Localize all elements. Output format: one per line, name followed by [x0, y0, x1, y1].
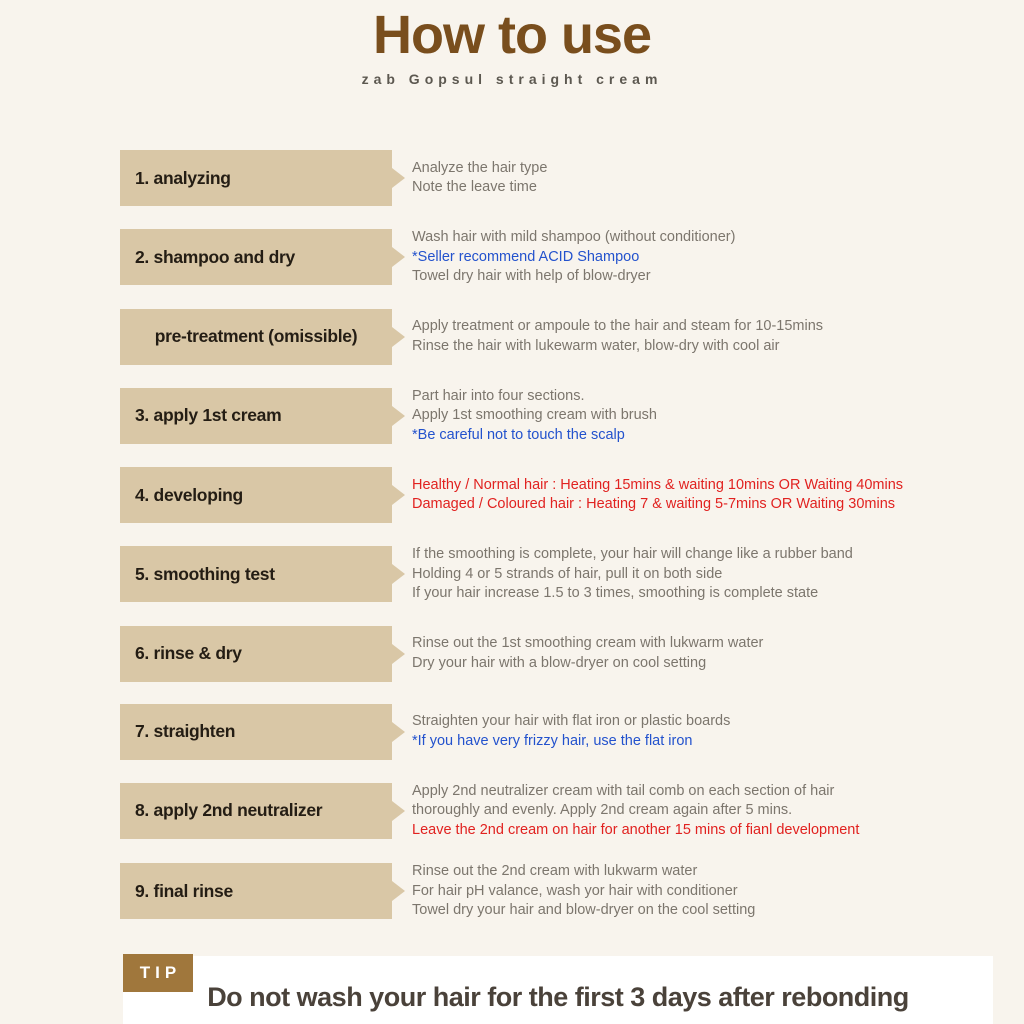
tip-banner — [123, 956, 993, 1024]
step-label-text: 8. apply 2nd neutralizer — [135, 800, 323, 821]
step-row — [120, 228, 1024, 287]
step-description-line: Note the leave time — [412, 179, 537, 195]
step-description-line: If the smoothing is complete, your hair will change like a rubber band — [412, 546, 853, 562]
step-description-line: For hair pH valance, wash yor hair with conditioner — [412, 882, 738, 899]
arrow-right-icon — [392, 406, 405, 426]
step-description-line: *If you have very frizzy hair, use the flat iron — [412, 732, 693, 749]
step-description-line: Rinse out the 1st smoothing cream with lukwarm water — [412, 635, 764, 651]
steps-list — [120, 150, 1024, 943]
page-title: How to use — [372, 5, 651, 65]
arrow-right-icon — [392, 722, 405, 742]
step-description-line: Healthy / Normal hair : Heating 15mins & waiting 10mins OR Waiting 40mins — [412, 476, 904, 493]
step-description-line: Straighten your hair with flat iron or plastic boards — [412, 713, 731, 729]
step-label-text: 3. apply 1st cream — [135, 405, 282, 426]
step-description-line: Part hair into four sections. — [412, 387, 585, 404]
step-description-line: thoroughly and evenly. Apply 2nd cream again after 5 mins. — [412, 802, 793, 818]
tip-badge: TIP — [123, 954, 193, 992]
step-label-text: 2. shampoo and dry — [135, 246, 295, 267]
step-label — [120, 150, 392, 206]
arrow-right-icon — [392, 564, 405, 584]
step-description-line: Wash hair with mild shampoo (without conditioner) — [412, 229, 736, 245]
step-description-line: Apply 2nd neutralizer cream with tail comb on each section of hair — [412, 782, 835, 799]
step-description-line: *Seller recommend ACID Shampoo — [412, 248, 640, 265]
step-row — [120, 704, 1024, 760]
step-description-line: Holding 4 or 5 strands of hair, pull it on both side — [412, 565, 723, 582]
step-description-line: Apply treatment or ampoule to the hair and steam for 10-15mins — [412, 318, 824, 334]
step-label-text: 9. final rinse — [135, 880, 233, 901]
step-label-text: 4. developing — [135, 484, 243, 505]
step-label — [120, 783, 392, 839]
step-label-text: 6. rinse & dry — [135, 643, 242, 663]
arrow-right-icon — [392, 485, 405, 505]
step-description-line: Towel dry hair with help of blow-dryer — [412, 268, 651, 284]
step-row — [120, 467, 1024, 523]
step-row — [120, 387, 1024, 446]
step-description-line: Apply 1st smoothing cream with brush — [412, 407, 657, 423]
step-row — [120, 862, 1024, 921]
arrow-right-icon — [392, 247, 405, 267]
step-description — [412, 862, 755, 921]
step-description — [412, 782, 859, 841]
step-description — [412, 476, 903, 515]
step-description — [412, 634, 763, 673]
step-description-line: Leave the 2nd cream on hair for another 15 mins of fianl development — [412, 821, 860, 838]
step-description-line: Damaged / Coloured hair : Heating 7 & waiting 5-7mins OR Waiting 30mins — [412, 496, 896, 512]
step-label — [120, 704, 392, 760]
step-description-line: If your hair increase 1.5 to 3 times, smoothing is complete state — [412, 585, 819, 601]
tip-banner-text: Do not wash your hair for the first 3 days after rebonding — [207, 982, 909, 1012]
step-description-line: Analyze the hair type — [412, 159, 548, 176]
step-description — [412, 545, 853, 604]
step-description-line: *Be careful not to touch the scalp — [412, 426, 625, 443]
arrow-right-icon — [392, 801, 405, 821]
step-label-text: 7. straighten — [135, 721, 236, 741]
step-label — [120, 388, 392, 444]
arrow-right-icon — [392, 327, 405, 347]
step-row — [120, 150, 1024, 206]
step-description — [412, 159, 547, 198]
step-label — [120, 863, 392, 919]
arrow-right-icon — [392, 644, 405, 664]
step-description — [412, 712, 730, 751]
step-description — [412, 317, 823, 356]
step-label — [120, 467, 392, 523]
step-description-line: Rinse out the 2nd cream with lukwarm water — [412, 863, 698, 879]
step-row — [120, 782, 1024, 841]
arrow-right-icon — [392, 881, 405, 901]
step-description — [412, 228, 735, 287]
step-row — [120, 309, 1024, 365]
step-description — [412, 387, 657, 446]
step-row — [120, 545, 1024, 604]
header — [0, 0, 1024, 87]
page-subtitle: zab Gopsul straight cream — [361, 71, 663, 87]
step-label — [120, 309, 392, 365]
step-description-line: Rinse the hair with lukewarm water, blow-dry with cool air — [412, 337, 780, 354]
arrow-right-icon — [392, 168, 405, 188]
step-label — [120, 546, 392, 602]
step-description-line: Towel dry your hair and blow-dryer on the cool setting — [412, 902, 756, 918]
step-label-text: pre-treatment (omissible) — [154, 326, 358, 346]
step-label-text: 5. smoothing test — [135, 563, 275, 584]
step-description-line: Dry your hair with a blow-dryer on cool setting — [412, 654, 707, 671]
step-row — [120, 626, 1024, 682]
step-label — [120, 229, 392, 285]
step-label — [120, 626, 392, 682]
step-label-text: 1. analyzing — [135, 167, 231, 188]
